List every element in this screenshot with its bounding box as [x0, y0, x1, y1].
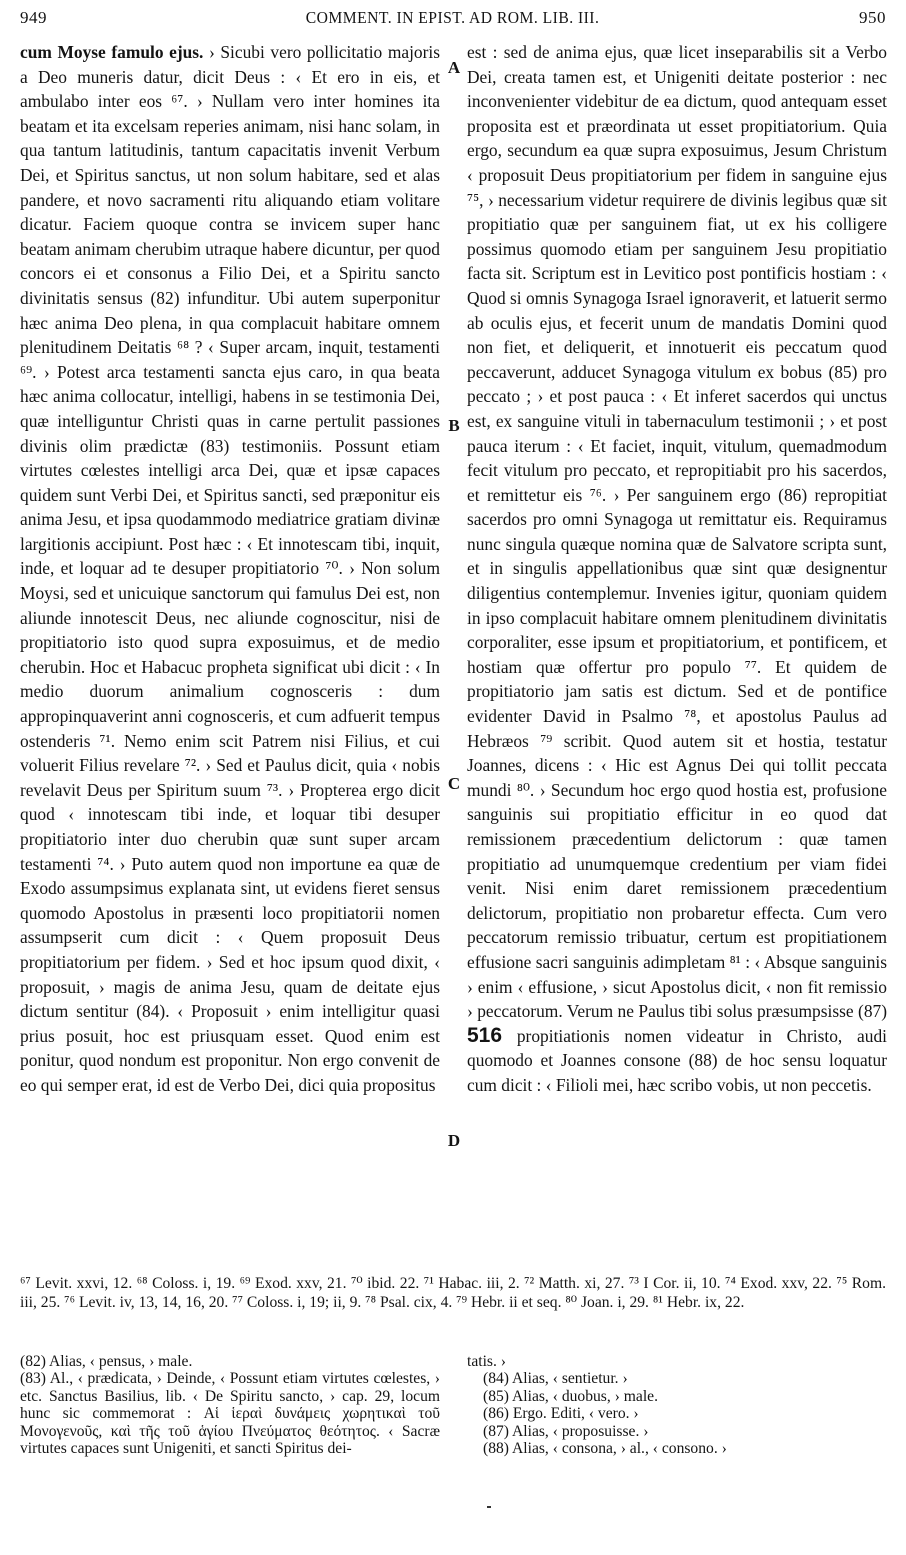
section-marker-c: C [447, 774, 461, 793]
section-marker-a: A [447, 58, 461, 77]
section-marker-b: B [448, 416, 460, 435]
note-83: (83) Al., ‹ prædicata, › Deinde, ‹ Possunt etiam virtutes cœlestes, › etc. Sanctus Basilius, lib. ‹ De Spiritu sancto, › cap. 29, locum hunc sic commemorat : Αἱ ἱεραὶ δυνάμεις χωρητικαὶ τοῦ Μονογενοῦς, καὶ τῆς τοῦ ἁγίου Πνεύματος θεότητος. ‹ Sacræ virtutes capaces sunt Unigeniti, et sancti Spiritus dei- [20, 1370, 440, 1458]
note-84: (84) Alias, ‹ sentietur. › [483, 1370, 628, 1388]
page-number-left: 949 [20, 8, 47, 27]
section-markers [443, 0, 465, 1300]
left-column-text [20, 40, 440, 1098]
note-86: (86) Ergo. Editi, ‹ vero. › [483, 1405, 639, 1423]
editorial-notes-left [20, 1353, 440, 1457]
page-end-dash [487, 1506, 491, 1508]
left-column [20, 40, 440, 1266]
column-number: 516 [467, 1023, 503, 1047]
running-title: COMMENT. IN EPIST. AD ROM. LIB. III. [306, 8, 600, 27]
scripture-references: ⁶⁷ Levit. xxvi, 12. ⁶⁸ Coloss. i, 19. ⁶⁹ Exod. xxv, 21. ⁷⁰ ibid. 22. ⁷¹ Habac. iii, 2. ⁷² Matth. xi, 27. ⁷³ I Cor. ii, 10. ⁷⁴ Exod. xxv, 22. ⁷⁵ Rom. iii, 25. ⁷⁶ Levit. iv, 13, 14, 16, 20. ⁷⁷ Coloss. i, 19; ii, 9. ⁷⁸ Psal. cix, 4. ⁷⁹ Hebr. ii et seq. ⁸⁰ Joan. i, 29. ⁸¹ Hebr. ix, 22. [20, 1275, 886, 1311]
note-83-continuation: tatis. › [467, 1353, 506, 1370]
note-88: (88) Alias, ‹ consona, › al., ‹ consono. › [483, 1440, 727, 1458]
left-column-body: › Sicubi vero pollicitatio majoris a Deo muneris datur, dicit Deus : ‹ Et ero in eis, et ambulabo inter eos ⁶⁷. › Nullam vero inter homines ita beatam et ita excelsam reperies animam, nisi hanc solam, in qua tantum latitudinis, tantum capacitatis invenit Verbum Dei, et Spiritus sanctus, ut non solum habitare, sed et alas pandere, et novo sacramenti ritu aliquando etiam volitare dicatur. Faciem quoque contra se invicem super hanc beatam animam cherubim utraque habere dicuntur, per quod concors ei et consonus a Filio Dei, et a Spiritu sancto divinitatis sensus (82) infunditur. Ubi autem superponitur hæc anima Deo plena, in qua complacuit habitare omnem plenitudinem Deitatis ⁶⁸ ? ‹ Super arcam, inquit, testamenti ⁶⁹. › Potest arca testamenti sancta ejus caro, in qua beata hæc anima collocatur, intelligi, habens in se testimonia Dei, quæ intelliguntur Christi quas in carne pertulit passiones divinis olim prædictæ (83) testimoniis. Possunt etiam virtutes cœlestes intelligi arca Dei, quæ et ipsæ capaces quidem sunt Verbi Dei, et Spiritus sancti, sed præponitur eis anima Jesu, et ipsa quodammodo mediatrice gratiam divinæ largitionis accipiunt. Post hæc : ‹ Et innotescam tibi, inquit, inde, et loquar ad te desuper propitiatorio ⁷⁰. › Non solum Moysi, sed et unicuique sanctorum qui famulus Dei est, non aliunde innotescit Deus, nec aliunde cognoscitur, nisi de propitiatorio isto quod supra exposuimus, et de medio cherubin. Hoc et Habacuc propheta significat ubi dicit : ‹ In medio duorum animalium cognosceris : dum appropinquaverint anni cognosceris, et cum adfuerit tempus ostenderis ⁷¹. Nemo enim scit Patrem nisi Filius, et cui voluerit Filius revelare ⁷². › Sed et Paulus dicit, quia ‹ nobis revelavit Deus per Spiritum suum ⁷³. › Propterea ergo dicit quod ‹ innotescam tibi inde, et loquar tibi desuper propitiatorio inter duo cherubin quæ sunt super arcam testamenti ⁷⁴. › Puto autem quod non importune ea quæ de Exodo assumpsimus explanata sint, ut evidens fieret sensus quomodo Apostolus in præsenti loco propitiatorii nomen assumpserit cum dicit : ‹ Quem proposuit Deus propitiatorium per fidem. › Sed et hoc ipsum quod dixit, ‹ proposuit, › magis de anima Jesu, quam de deitate ejus dictum sentitur (84). ‹ Proposuit › enim intelligitur quasi prius posuit, hoc est priusquam esset. Quod enim est ponitur, quod nondum est proponitur. Non ergo convenit de eo qui semper erat, id est de Verbo Dei, dici quia propositus [20, 42, 440, 1095]
editorial-notes-right [467, 1353, 887, 1457]
note-82: (82) Alias, ‹ pensus, › male. [20, 1353, 193, 1370]
right-column-body-end: propitiationis nomen videatur in Christo, audi quomodo et Joannes consone (88) de hoc sensu loquatur cum dicit : ‹ Filioli mei, hæc scribo vobis, ut non peccetis. [467, 1025, 887, 1095]
note-87: (87) Alias, ‹ proposuisse. › [483, 1422, 649, 1440]
left-column-lead: cum Moyse famulo ejus. [20, 42, 204, 62]
page-number-right: 950 [859, 8, 886, 27]
right-column [467, 40, 887, 1266]
section-marker-d: D [447, 1131, 461, 1150]
note-85: (85) Alias, ‹ duobus, › male. [483, 1387, 658, 1405]
right-column-text [467, 40, 887, 1098]
right-column-body: est : sed de anima ejus, quæ licet inseparabilis sit a Verbo Dei, creata tamen est, et Unigeniti deitate posterior : nec inconvenienter videbitur de ea dictum, quod antequam esset proposita est et præordinata ut esset propitiatorium. Quia ergo, secundum ea quæ supra exposuimus, Jesum Christum ‹ proposuit Deus propitiatorium per fidem in sanguine ejus ⁷⁵, › necessarium videtur requirere de divinis legibus quæ sit propitiatio quæ per sanguinem fiat, ut ex his colligere possimus quomodo etiam per sanguinem Jesu propitiatio facta sit. Scriptum est in Levitico post pontificis hostiam : ‹ Quod si omnis Synagoga Israel ignoraverit, et latuerit sermo ab oculis ejus, et fecerit unum de mandatis Domini quod non fiet, et deliquerit, et innotuerit eis peccatum quod peccaverunt, adducet Synagoga vitulum ex bobus (85) pro peccato ; › et post pauca : ‹ Et inferet sacerdos qui unctus est, ex sanguine vituli in tabernaculum testimonii ; › et post pauca iterum : ‹ Et faciet, inquit, vitulum, quemadmodum fecit vitulum pro peccato, et repropitiabit pro his sacerdos, et remittetur eis ⁷⁶. › Per sanguinem ergo (86) repropitiat sacerdos pro omni Synagoga ut remittatur eis. Requiramus nunc singula quæque nomina quæ de Salvatore scripta sunt, et in singulis appellationibus quæ sint quæ designentur diligentius contemplemur. Invenies igitur, quoniam quidem in ipso complacuit habitare omnem plenitudinem divinitatis corporaliter, esse ipsum et propitiatorium, et pontificem, et hostiam quæ offertur pro populo ⁷⁷. Et quidem de propitiatorio jam satis est dictum. Sed et de pontifice evidenter David in Psalmo ⁷⁸, et apostolus Paulus ad Hebræos ⁷⁹ scribit. Quod autem sit et hostia, testatur Joannes, dicens : ‹ Hic est Agnus Dei qui tollit peccata mundi ⁸⁰. › Secundum hoc ergo quod hostia est, profusione sanguinis sui propitiatio efficitur in eo quod dat remissionem præcedentium delictorum : quæ tamen propitiatio ad unumquemque credentium per viam fidei venit. Nisi enim daret remissionem præcedentium delictorum, propitiatio non probaretur effecta. Cum vero peccatorum remissio tribuatur, certum est propitiationem effusione sacri sanguinis adimpletam ⁸¹ : ‹ Absque sanguinis › enim ‹ effusione, › sicut Apostolus dicit, ‹ non fit remissio › peccatorum. Verum ne Paulus tibi solus præsumpsisse (87) [467, 42, 887, 1022]
